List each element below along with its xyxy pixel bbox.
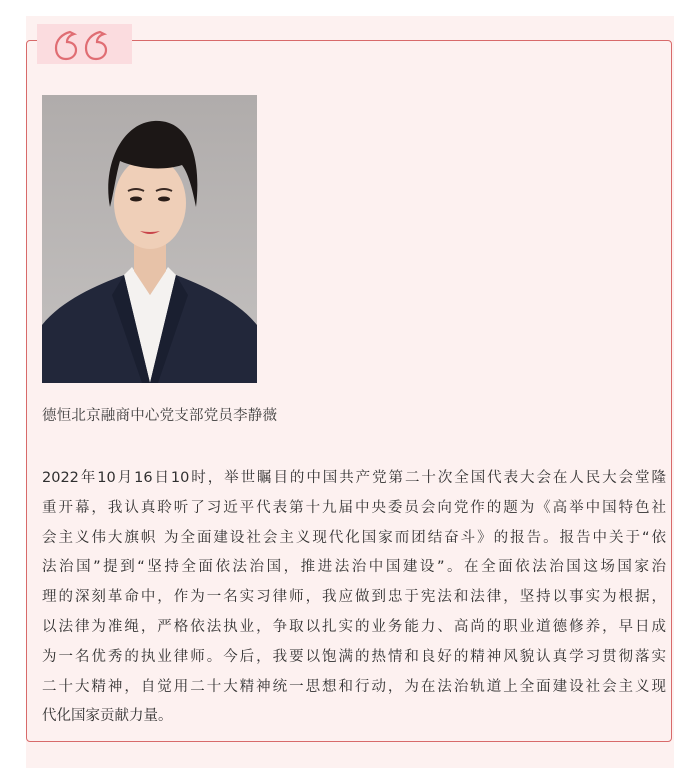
- paragraph-line: 为一名优秀的执业律师。今后，我要以饱满的热情和良好的精神风貌认真学习贯彻落实: [42, 648, 666, 665]
- author-caption: 德恒北京融商中心党支部党员李静薇: [42, 408, 278, 424]
- paragraph-line: 法治国”提到“坚持全面依法治国，推进法治中国建设”。在全面依法治国这场国家治: [42, 559, 666, 576]
- paragraph-line: 重开幕，我认真聆听了习近平代表第十九届中央委员会向党作的题为《高举中国特色社: [42, 499, 666, 516]
- quote-badge: [37, 24, 132, 64]
- paragraph-line: 代化国家贡献力量。: [42, 708, 173, 725]
- person-figure: [42, 95, 257, 383]
- paragraph-line: 2022年10月16日10时，举世瞩目的中国共产党第二十次全国代表大会在人民大会堂隆: [42, 470, 666, 486]
- paragraph-line: 会主义伟大旗帜 为全面建设社会主义现代化国家而团结奋斗》的报告。报告中关于“依: [42, 529, 666, 546]
- report-paragraph: [42, 464, 666, 732]
- paragraph-line: 理的深刻革命中，作为一名实习律师，我应做到忠于宪法和法律，坚持以事实为根据，: [42, 589, 666, 606]
- paragraph-line: 以法律为准绳，严格依法执业，争取以扎实的业务能力、高尚的职业道德修养，早日成: [42, 618, 666, 635]
- portrait-photo: [42, 95, 257, 383]
- paragraph-line: 二十大精神，自觉用二十大精神统一思想和行动，为在法治轨道上全面建设社会主义现: [42, 678, 666, 695]
- quote-mark-icon: [54, 28, 116, 62]
